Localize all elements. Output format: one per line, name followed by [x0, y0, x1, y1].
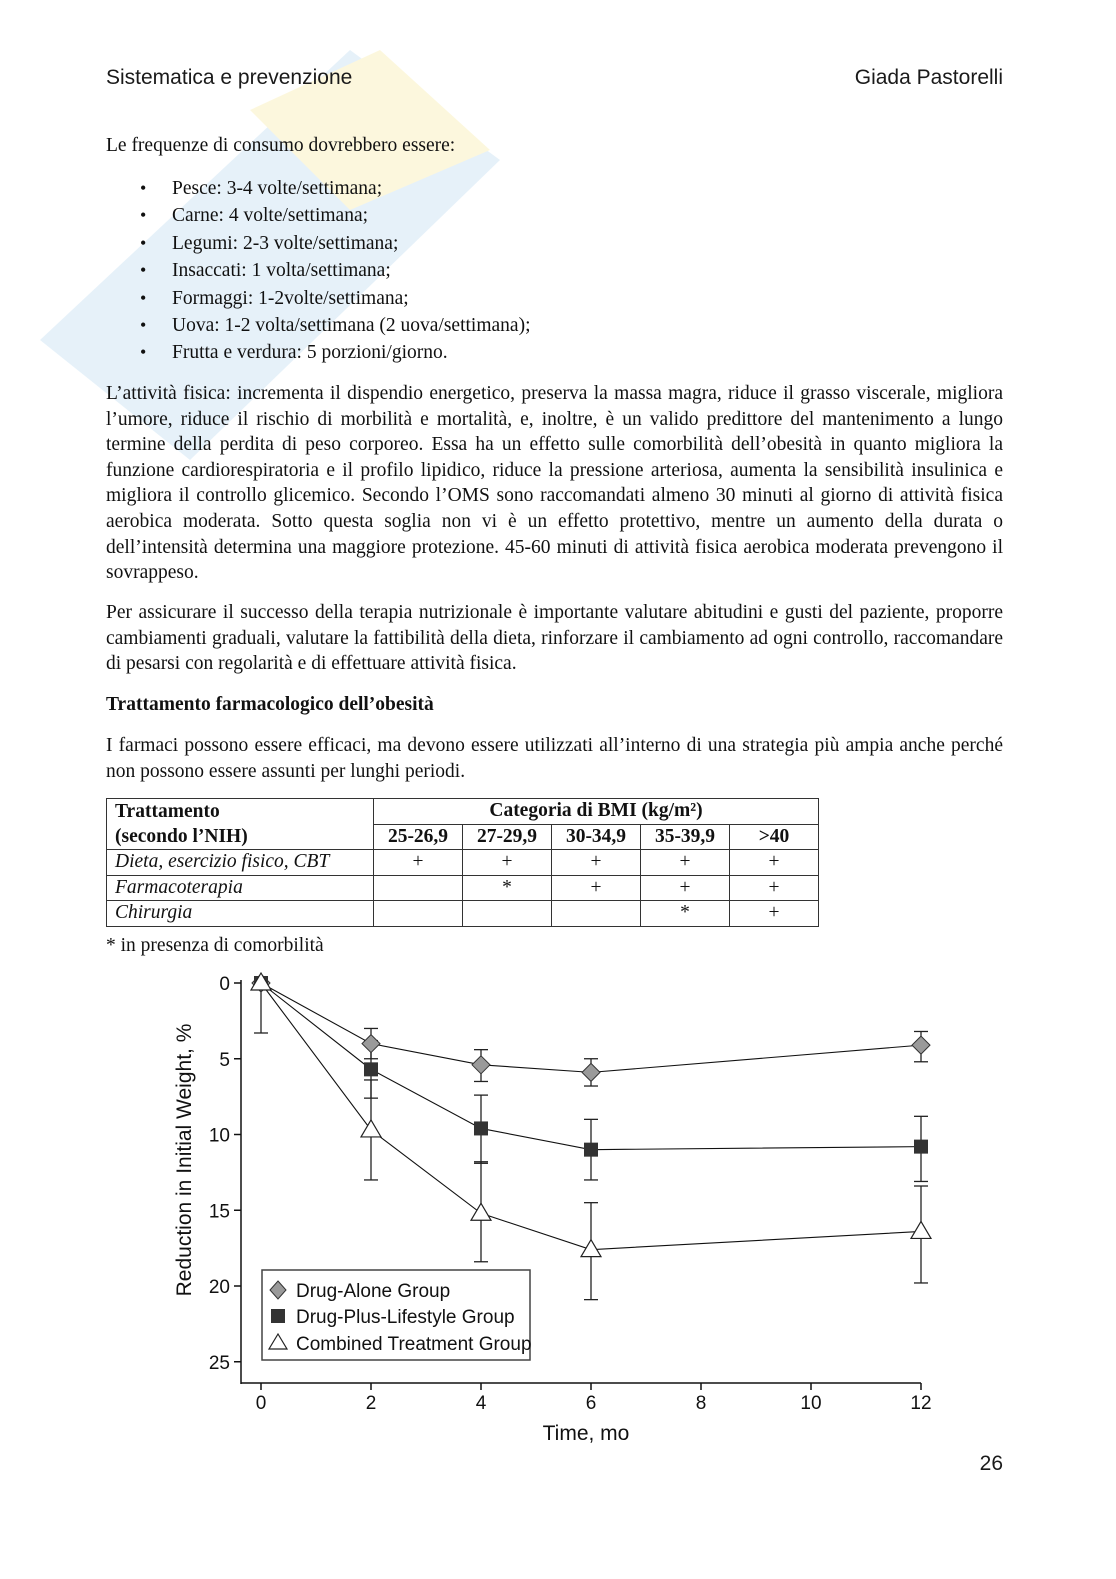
square-marker-icon: [474, 1121, 488, 1135]
table-cell: [552, 901, 641, 927]
table-row-label: Dieta, esercizio fisico, CBT: [107, 850, 374, 876]
running-header-title: Sistematica e prevenzione: [106, 66, 353, 89]
legend-square-icon: [271, 1309, 285, 1323]
x-tick-label: 0: [255, 1393, 267, 1414]
list-item: • Frutta e verdura: 5 porzioni/giorno.: [140, 339, 530, 366]
table-row-label: Farmacoterapia: [107, 875, 374, 901]
running-header-author: Giada Pastorelli: [854, 66, 1003, 89]
y-tick-label: 20: [208, 1277, 230, 1298]
table-column-header: >40: [730, 824, 819, 850]
diamond-marker-icon: [472, 1056, 490, 1074]
weight-reduction-chart: [150, 960, 1000, 1460]
table-column-header: 35-39,9: [641, 824, 730, 850]
table-cell: +: [730, 850, 819, 876]
list-item: • Insaccati: 1 volta/settimana;: [140, 257, 530, 284]
y-tick-label: 0: [219, 974, 230, 995]
table-cell: *: [463, 875, 552, 901]
table-cell: +: [730, 875, 819, 901]
table-cell: *: [641, 901, 730, 927]
x-tick-label: 2: [365, 1393, 377, 1414]
x-tick-label: 6: [585, 1393, 597, 1414]
section-heading: Trattamento farmacologico dell’obesità: [106, 694, 434, 715]
x-axis-ticks: [256, 1383, 932, 1414]
legend-label: Combined Treatment Group: [296, 1334, 532, 1355]
table-cell: +: [463, 850, 552, 876]
table-header-row: [107, 824, 819, 850]
table-cell: [463, 901, 552, 927]
intro-text: Le frequenze di consumo dovrebbero essere:: [106, 135, 456, 156]
table-cell: [374, 875, 463, 901]
paragraph-drugs: I farmaci possono essere efficaci, ma devono essere utilizzati all’interno di una strategia più ampia anche perché non possono essere assunti per lunghi periodi.: [106, 735, 1003, 782]
y-axis-label: Reduction in Initial Weight, %: [173, 1023, 196, 1297]
diamond-marker-icon: [912, 1036, 930, 1054]
legend-label: Drug-Plus-Lifestyle Group: [296, 1307, 515, 1328]
table-header-nih: (secondo l’NIH): [107, 824, 374, 850]
paragraph-nutritional-therapy: Per assicurare il successo della terapia nutrizionale è importante valutare abitudini e gusti del paziente, proporre cambiamenti graduali, valutare la fattibilità della dieta, rinforzare il cambiamento ad ogni controllo, raccomandare di pesarsi con regolarità e di effettuare attività fisica.: [106, 602, 1003, 675]
table-cell: +: [641, 850, 730, 876]
table-cell: +: [730, 901, 819, 927]
page-number: 26: [979, 1452, 1003, 1475]
x-tick-label: 10: [800, 1393, 822, 1414]
y-tick-label: 10: [208, 1125, 230, 1147]
bmi-treatment-table: [106, 798, 819, 927]
table-column-header: 27-29,9: [463, 824, 552, 850]
y-tick-label: 5: [219, 1049, 230, 1071]
y-axis-ticks: [209, 974, 241, 1374]
triangle-marker-icon: [361, 1120, 381, 1137]
table-cell: [374, 901, 463, 927]
frequency-list: [140, 175, 530, 367]
legend-label: Drug-Alone Group: [296, 1281, 451, 1302]
table-column-header: 30-34,9: [552, 824, 641, 850]
list-item: • Uova: 1-2 volta/settimana (2 uova/settimana);: [140, 312, 530, 339]
list-item: • Formaggi: 1-2volte/settimana;: [140, 285, 530, 312]
triangle-marker-icon: [471, 1203, 491, 1220]
table-column-header: 25-26,9: [374, 824, 463, 850]
x-tick-label: 8: [695, 1393, 707, 1414]
table-cell: +: [552, 850, 641, 876]
table-row: [107, 875, 819, 901]
list-item: • Legumi: 2-3 volte/settimana;: [140, 230, 530, 257]
y-tick-label: 15: [208, 1201, 230, 1223]
table-cell: +: [641, 875, 730, 901]
table-footnote: * in presenza di comorbilità: [106, 935, 324, 956]
list-item: • Carne: 4 volte/settimana;: [140, 202, 530, 229]
square-marker-icon: [914, 1140, 928, 1154]
x-axis-label: Time, mo: [542, 1422, 630, 1445]
table-row: [107, 901, 819, 927]
table-header-treatment: Trattamento: [107, 799, 374, 825]
diamond-marker-icon: [582, 1063, 600, 1081]
chart-series: [251, 973, 931, 1300]
x-tick-label: 4: [475, 1393, 487, 1414]
triangle-marker-icon: [581, 1240, 601, 1257]
x-tick-label: 12: [910, 1393, 932, 1414]
table-row-label: Chirurgia: [107, 901, 374, 927]
y-tick-label: 25: [208, 1352, 230, 1374]
table-cell: +: [552, 875, 641, 901]
table-cell: +: [374, 850, 463, 876]
list-item: • Pesce: 3-4 volte/settimana;: [140, 175, 530, 202]
chart-legend: [262, 1270, 532, 1360]
diamond-marker-icon: [362, 1035, 380, 1053]
table-header-row: [107, 799, 819, 825]
table-row: [107, 850, 819, 876]
paragraph-physical-activity: L’attività fisica: incrementa il dispendio energetico, preserva la massa magra, riduce il grasso viscerale, migliora l’umore, riduce il rischio di morbilità e mortalità, e, inoltre, è un valido predittore del mantenimento a lungo termine della perdita di peso corporeo. Essa ha un effetto sulle comorbilità dell’obesità in quanto migliora la funzione cardiorespiratoria e il profilo lipidico, riduce la pressione arteriosa, aumenta la sensibilità insulinica e migliora il controllo glicemico. Secondo l’OMS sono raccomandati almeno 30 minuti al giorno di attività fisica aerobica moderata. Sotto questa soglia non vi è un effetto protettivo, mentre un aumento della durata o dell’intensità determina una maggiore protezione. 45-60 minuti di attività fisica aerobica moderata prevengono il sovrappeso.: [106, 383, 1003, 584]
triangle-marker-icon: [911, 1221, 931, 1238]
table-header-bmi-category: Categoria di BMI (kg/m²): [374, 799, 819, 825]
square-marker-icon: [364, 1062, 378, 1076]
square-marker-icon: [584, 1143, 598, 1157]
